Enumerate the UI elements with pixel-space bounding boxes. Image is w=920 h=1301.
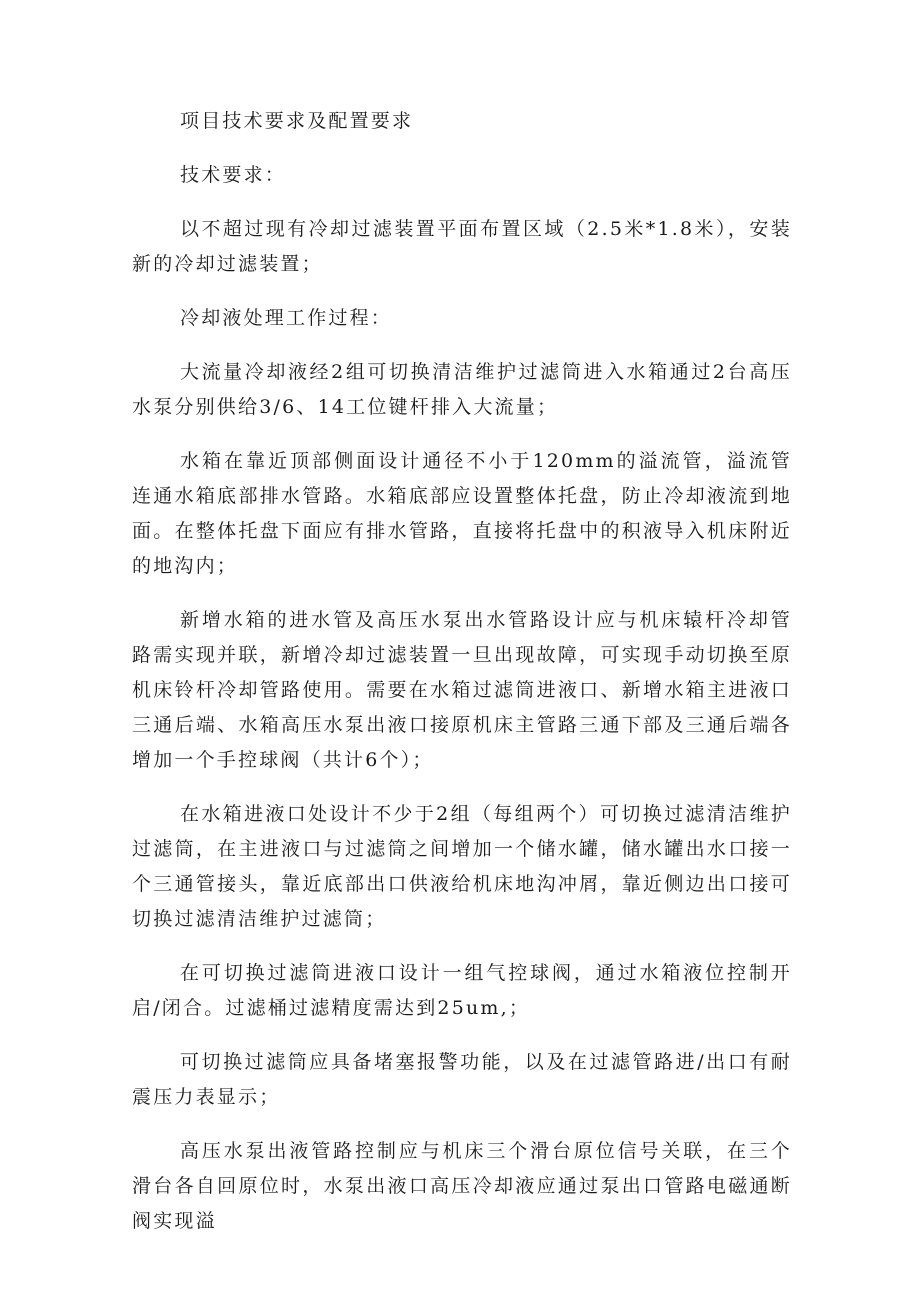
paragraph-overflow-pipe: 水箱在靠近顶部侧面设计通径不小于120mm的溢流管，溢流管连通水箱底部排水管路。水箱底部应设置整体托盘，防止冷却液流到地面。在整体托盘下面应有排水管路，直接将托盘中的积液导入机床附近的地沟内； <box>132 450 792 577</box>
technical-requirements-heading: 技术要求： <box>180 164 287 186</box>
paragraph-clog-alarm: 可切换过滤筒应具备堵塞报警功能，以及在过滤管路进/出口有耐震压力表显示； <box>132 1051 792 1108</box>
paragraph-pneumatic-valve: 在可切换过滤筒进液口设计一组气控球阀，通过水箱液位控制开启/闭合。过滤桶过滤精度需达到25um,； <box>132 962 792 1019</box>
section-title: 项目技术要求及配置要求 <box>180 110 414 132</box>
paragraph-flow: 大流量冷却液经2组可切换清洁维护过滤筒进入水箱通过2台高压水泵分别供给3/6、14工位键杆排入大流量； <box>132 361 792 418</box>
paragraph-layout-area: 以不超过现有冷却过滤装置平面布置区域（2.5米*1.8米），安装新的冷却过滤装置； <box>132 218 792 275</box>
process-heading: 冷却液处理工作过程： <box>180 307 393 329</box>
document-body <box>132 104 792 1258</box>
paragraph-pump-control: 高压水泵出液管路控制应与机床三个滑台原位信号关联，在三个滑台各自回原位时，水泵出液口高压冷却液应通过泵出口管路电磁通断阀实现溢 <box>132 1140 792 1232</box>
paragraph-filter-canisters: 在水箱进液口处设计不少于2组（每组两个）可切换过滤清洁维护过滤筒，在主进液口与过滤筒之间增加一个储水罐，储水罐出水口接一个三通管接头，靠近底部出口供液给机床地沟冲屑，靠近侧边出口接可切换过滤清洁维护过滤筒； <box>132 803 792 930</box>
paragraph-parallel-piping: 新增水箱的进水管及高压水泵出水管路设计应与机床辕杆冷却管路需实现并联，新增冷却过滤装置一旦出现故障，可实现手动切换至原机床铃杆冷却管路使用。需要在水箱过滤筒进液口、新增水箱主进液口三通后端、水箱高压水泵出液口接原机床主管路三通下部及三通后端各增加一个手控球阀（共计6个）； <box>132 609 792 771</box>
